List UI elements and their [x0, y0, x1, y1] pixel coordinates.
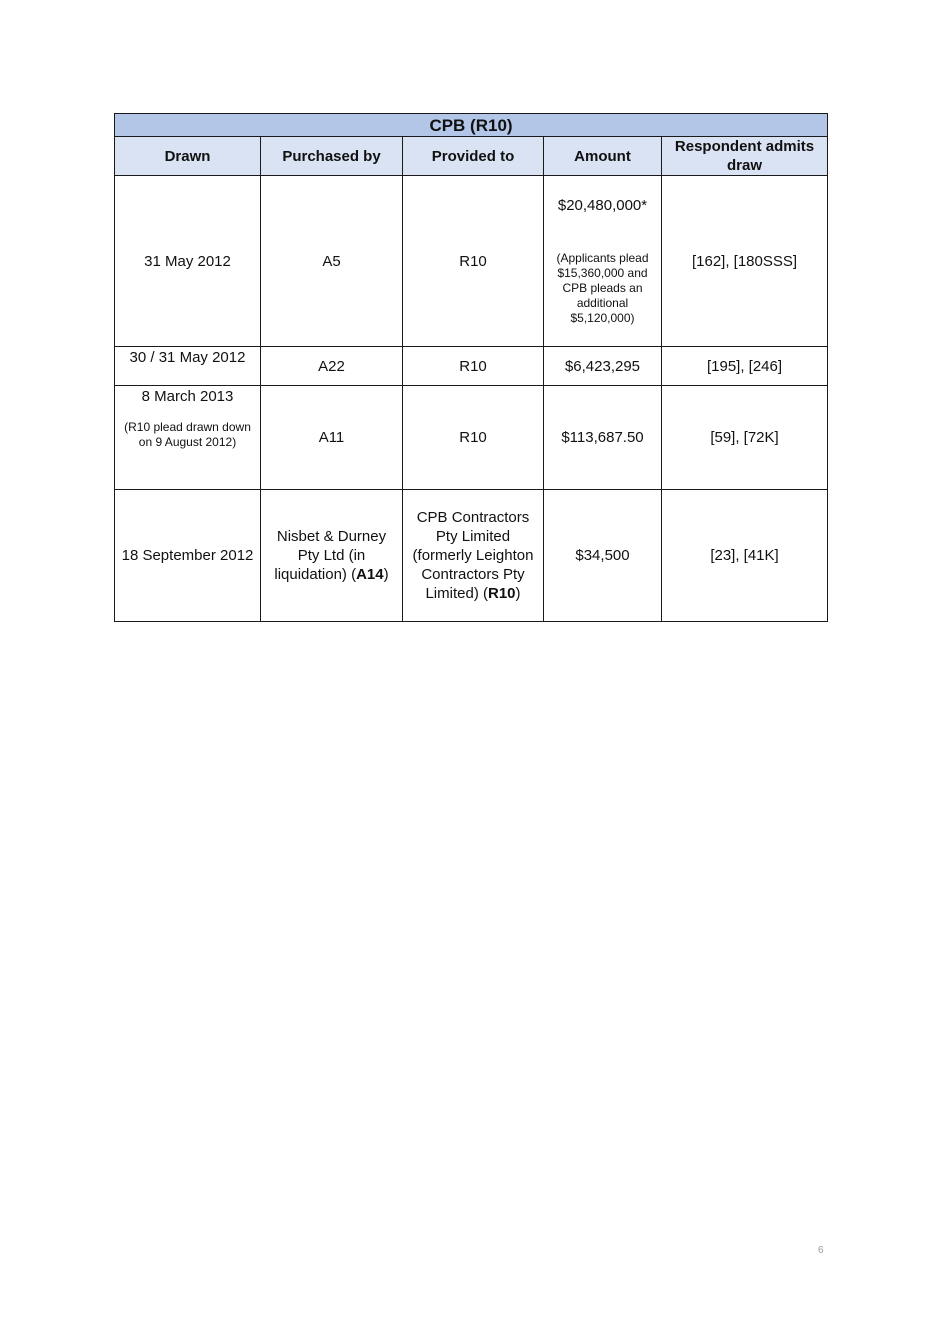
cell-purchased-by: A5: [261, 176, 403, 347]
cell-amount: [544, 176, 662, 347]
header-purchased-by: Purchased by: [261, 137, 403, 176]
table-row: [115, 490, 828, 622]
cell-drawn: 31 May 2012: [115, 176, 261, 347]
provided-to-text: CPB Contractors Pty Limited (formerly Leighton Contractors Pty Limited) (: [412, 509, 534, 602]
cell-provided-to: R10: [403, 176, 544, 347]
cell-amount: $113,687.50: [544, 386, 662, 490]
amount-note: (Applicants plead $15,360,000 and CPB pleads an additional $5,120,000): [556, 251, 649, 325]
cell-drawn: 30 / 31 May 2012: [115, 347, 261, 386]
cell-drawn: 18 September 2012: [115, 490, 261, 622]
cell-respondent-admits: [23], [41K]: [662, 490, 828, 622]
header-provided-to: Provided to: [403, 137, 544, 176]
table-title: CPB (R10): [115, 114, 828, 137]
cell-provided-to: [403, 490, 544, 622]
purchased-by-code: A14: [356, 566, 384, 583]
table-row: [115, 386, 828, 490]
cell-provided-to: R10: [403, 347, 544, 386]
cell-purchased-by: A11: [261, 386, 403, 490]
cell-purchased-by: [261, 490, 403, 622]
table-title-row: [115, 114, 828, 137]
table-row: [115, 347, 828, 386]
drawn-date: 8 March 2013: [141, 388, 234, 405]
cell-amount: $6,423,295: [544, 347, 662, 386]
cell-drawn: [115, 386, 261, 490]
cell-respondent-admits: [162], [180SSS]: [662, 176, 828, 347]
header-drawn: Drawn: [115, 137, 261, 176]
purchased-by-text: Nisbet & Durney Pty Ltd (in liquidation) (: [274, 528, 387, 583]
header-respondent-admits: Respondent admits draw: [662, 137, 828, 176]
provided-to-code: R10: [487, 585, 516, 602]
provided-to-close: ): [515, 585, 521, 602]
page-number: 6: [818, 1245, 824, 1256]
cell-amount: $34,500: [544, 490, 662, 622]
cell-provided-to: R10: [403, 386, 544, 490]
cell-purchased-by: A22: [261, 347, 403, 386]
cell-respondent-admits: [59], [72K]: [662, 386, 828, 490]
amount-value: $20,480,000*: [557, 197, 648, 214]
table-row: [115, 176, 828, 347]
drawn-note: (R10 plead drawn down on 9 August 2012): [124, 420, 251, 449]
cpb-table: [114, 113, 828, 622]
table-header-row: [115, 137, 828, 176]
cell-respondent-admits: [195], [246]: [662, 347, 828, 386]
purchased-by-close: ): [383, 566, 389, 583]
header-amount: Amount: [544, 137, 662, 176]
